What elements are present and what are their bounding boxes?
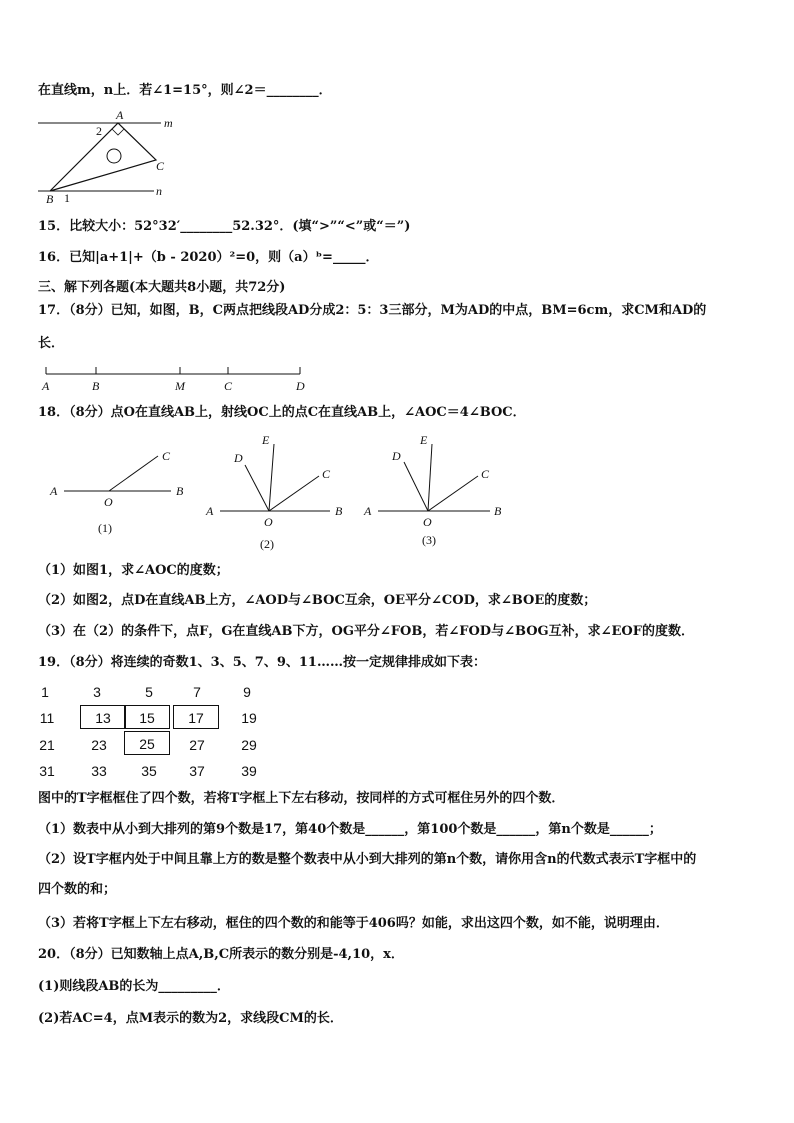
table-cell: 39 [241,763,257,779]
q20-text: 20．（8分）已知数轴上点A,B,C所表示的数分别是-4,10，x． [38,947,404,962]
label-C: C [322,467,331,481]
table-cell: 37 [189,763,205,779]
table-cell: 11 [39,710,55,726]
label-O: O [264,515,273,529]
table-cell: 7 [193,684,201,700]
label-A: A [364,504,372,518]
q19-part2: （2）设T字框内处于中间且靠上方的数是整个数表中从小到大排列的第n个数，请你用含n的代数式表示T字框中的 [38,852,697,867]
caption-2: (2) [260,537,274,551]
table-cell: 1 [41,684,49,700]
label-D: D [234,451,243,465]
table-cell: 31 [39,763,55,779]
q20-part1: (1)则线段AB的长为_________． [38,979,230,994]
label-D: D [296,379,305,393]
caption-1: (1) [98,521,112,535]
q15-text: 15．比较大小：52°32′________52.32°．(填“>”“<”或“＝”) [38,219,411,234]
table-cell: 5 [145,684,153,700]
t-frame-cell: 15 [124,705,170,729]
label-C: C [162,449,171,463]
label-C: C [481,467,490,481]
table-cell: 19 [241,710,257,726]
label-B: B [335,504,343,518]
t-frame-cell: 17 [173,705,219,729]
label-A: A [50,484,58,498]
table-cell: 33 [91,763,107,779]
table-cell: 27 [189,737,205,753]
table-cell: 3 [93,684,101,700]
q19-part1: （1）数表中从小到大排列的第9个数是17，第40个数是______，第100个数是______，第n个数是______； [38,822,662,837]
label-m: m [164,116,173,130]
table-cell: 21 [39,737,55,753]
label-O: O [104,495,113,509]
table-cell: 35 [141,763,157,779]
table-cell: 9 [243,684,251,700]
label-D: D [392,449,401,463]
label-C: C [224,379,233,393]
q16-text: 16．已知|a+1|+（b - 2020）²=0，则（a）ᵇ=_____． [38,250,379,265]
label-B: B [176,484,184,498]
label-A: A [116,108,124,122]
q18-part1: （1）如图1，求∠AOC的度数； [38,563,229,578]
table-cell: 29 [241,737,257,753]
q14-tail-text: 在直线m，n上．若∠1=15°，则∠2＝________． [38,83,332,98]
label-C: C [156,159,165,173]
q18-part3: （3）在（2）的条件下，点F，G在直线AB下方，OG平分∠FOB，若∠FOD与∠BOG互补，求∠EOF的度数． [38,624,694,639]
t-frame-cell: 25 [124,731,170,755]
label-E: E [420,433,428,447]
t-frame-cell: 13 [80,705,126,729]
q19-text: 19．（8分）将连续的奇数1、3、5、7、9、11……按一定规律排成如下表： [38,655,486,670]
odd-number-table [38,680,298,790]
q18-figure-3 [360,430,510,552]
label-E: E [262,433,270,447]
q17-segment-figure [38,362,318,394]
q18-part2: （2）如图2，点D在直线AB上方，∠AOD与∠BOC互余，OE平分∠COD，求∠BOE的度数； [38,593,597,608]
q18-text: 18．（8分）点O在直线AB上，射线OC上的点C在直线AB上，∠AOC＝4∠BOC． [38,405,526,420]
label-M: M [175,379,185,393]
label-O: O [423,515,432,529]
q19-part3: （3）若将T字框上下左右移动，框住的四个数的和能等于406吗？如能，求出这四个数，如不能，说明理由． [38,916,669,931]
q18-figure-1 [46,446,196,538]
section-3-heading: 三、解下列各题(本大题共8小题，共72分) [38,280,286,295]
table-cell: 23 [91,737,107,753]
q17-text-cont: 长． [38,336,65,351]
q19-t-frame-text: 图中的T字框框住了四个数，若将T字框上下左右移动，按同样的方式可框住另外的四个数． [38,791,565,806]
label-n: n [156,184,162,198]
q17-text: 17．（8分）已知，如图，B，C两点把线段AD分成2：5：3三部分，M为AD的中点，BM=6cm，求CM和AD的 [38,303,707,318]
label-A: A [42,379,50,393]
q20-part2: (2)若AC=4，点M表示的数为2，求线段CM的长． [38,1011,343,1026]
label-2: 2 [96,124,102,138]
q18-figure-2 [202,430,352,552]
caption-3: (3) [422,533,436,547]
label-1: 1 [64,191,70,204]
q14-figure [36,108,176,204]
label-B: B [494,504,502,518]
q19-part2-cont: 四个数的和； [38,882,117,897]
label-A: A [206,504,214,518]
label-B: B [92,379,100,393]
label-B: B [46,192,54,204]
